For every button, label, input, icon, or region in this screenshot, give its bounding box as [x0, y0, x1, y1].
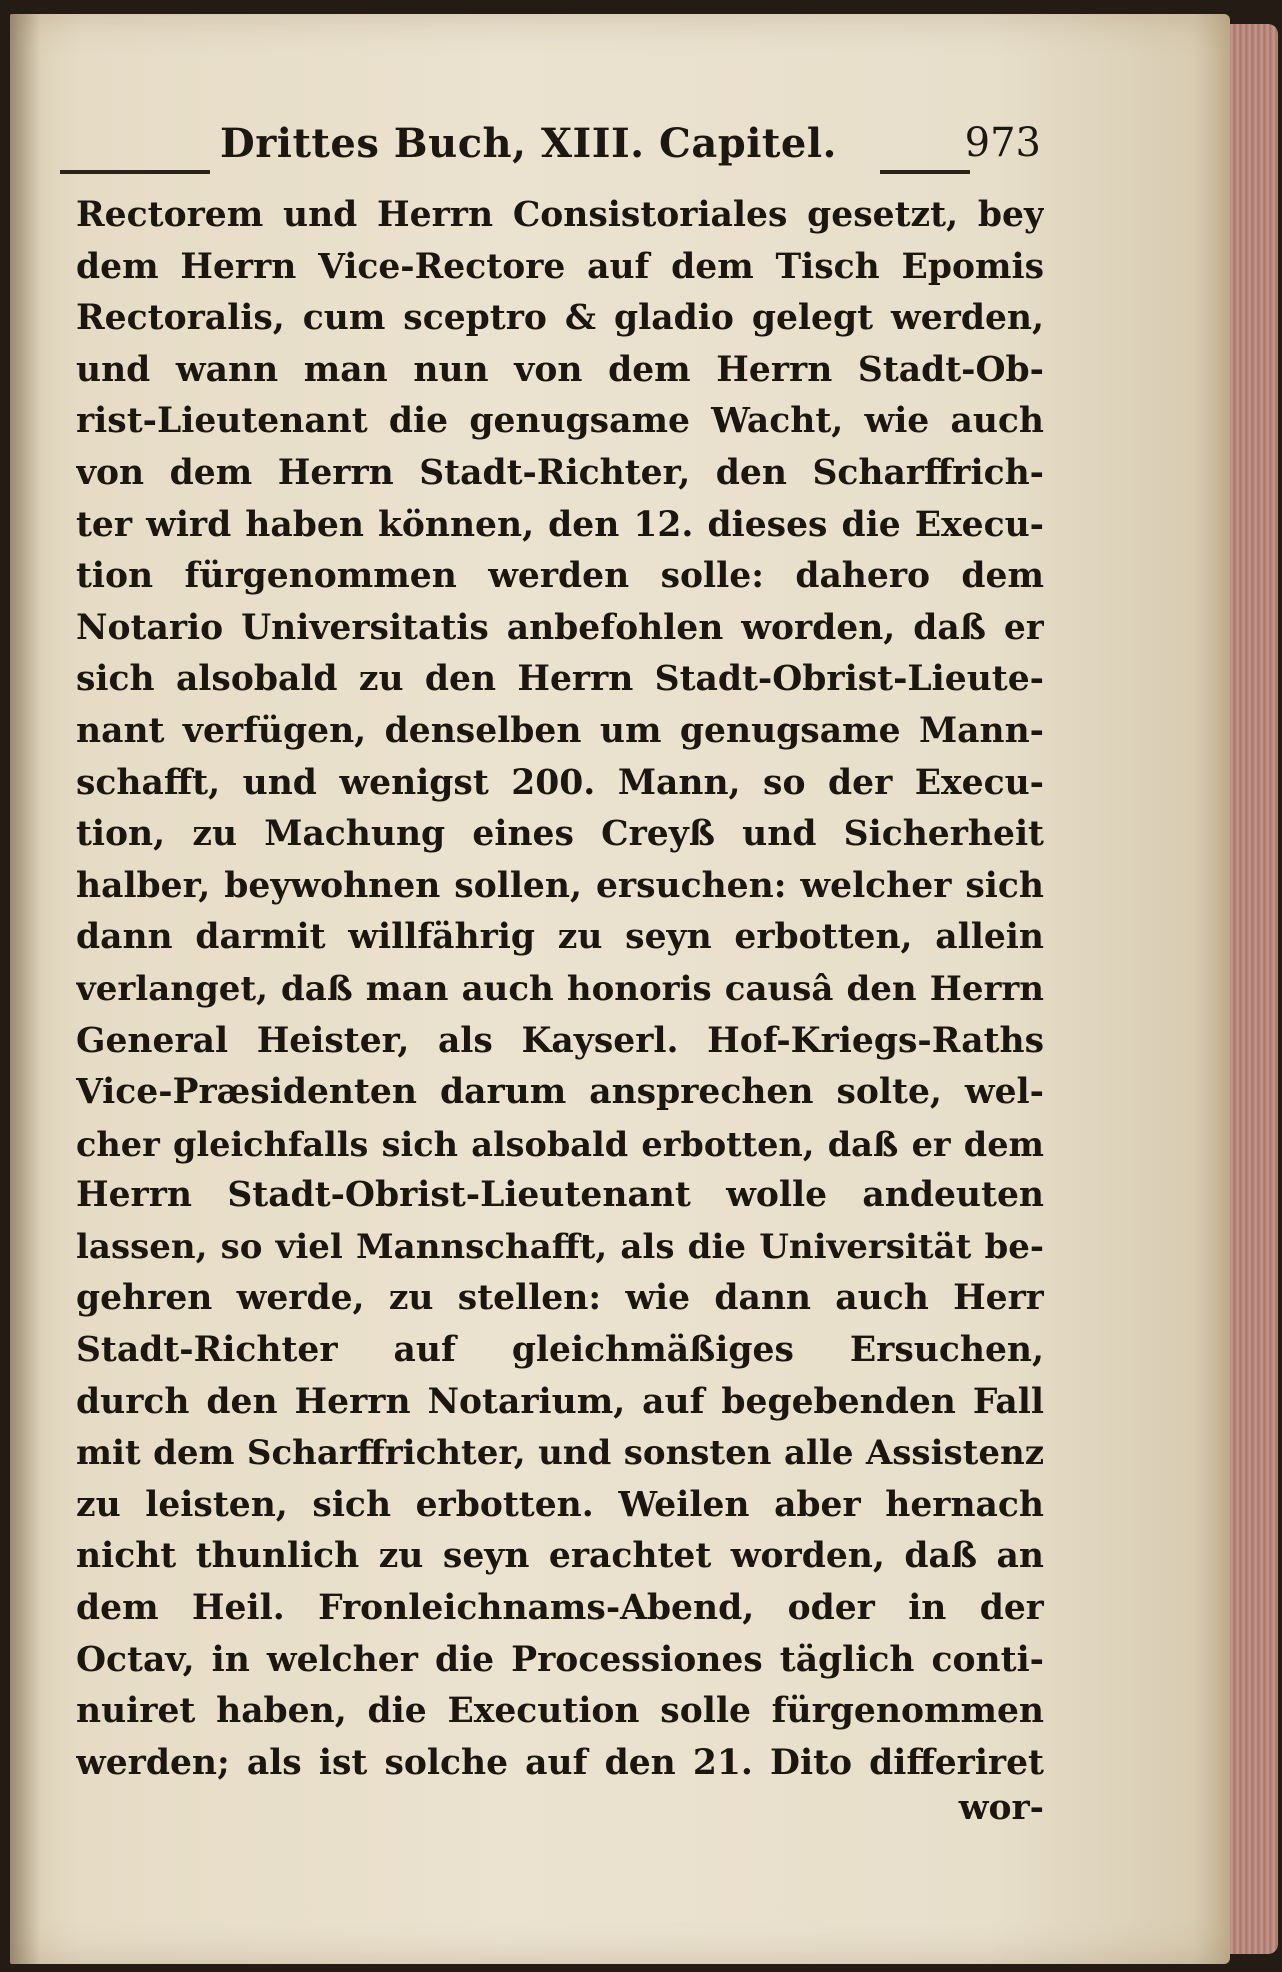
text-line: Vice-Præsidenten darum ansprechen solte, wel- — [76, 1072, 1044, 1113]
text-line: tion fürgenommen werden solle: dahero dem — [76, 556, 1044, 597]
text-line: Herrn Stadt-Obrist-Lieutenant wolle andeuten — [76, 1175, 1044, 1216]
page-number: 973 — [964, 120, 1041, 166]
text-line: dem Herrn Vice-Rectore auf dem Tisch Epomis — [76, 246, 1044, 287]
text-line: nant verfügen, denselben um genugsame Mann- — [76, 710, 1044, 751]
text-line: und wann man nun von dem Herrn Stadt-Ob- — [76, 349, 1044, 390]
text-line: dem Heil. Fronleichnams-Abend, oder in der — [76, 1588, 1044, 1629]
text-line: Rectoralis, cum sceptro & gladio gelegt werden, — [76, 298, 1044, 339]
text-line: nicht thunlich zu seyn erachtet worden, daß an — [76, 1536, 1044, 1577]
text-line: gehren werde, zu stellen: wie dann auch Herr — [76, 1278, 1044, 1319]
header-rule-left — [60, 170, 210, 174]
text-line: halber, beywohnen sollen, ersuchen: welcher sich — [76, 865, 1044, 906]
text-line: ter wird haben können, den 12. dieses die Execu- — [76, 504, 1044, 545]
text-line: Stadt-Richter auf gleichmäßiges Ersuchen, — [76, 1330, 1044, 1371]
text-line: werden; als ist solche auf den 21. Dito differiret — [76, 1742, 1044, 1783]
text-line: durch den Herrn Notarium, auf begebenden Fall — [76, 1381, 1044, 1422]
text-line: General Heister, als Kayserl. Hof-Kriegs-Raths — [76, 1020, 1044, 1061]
gutter-shadow — [10, 14, 40, 1964]
text-line: Notario Universitatis anbefohlen worden, daß er — [76, 607, 1044, 648]
text-line: cher gleichfalls sich alsobald erbotten, daß er dem — [76, 1124, 1044, 1164]
text-line: verlanget, daß man auch honoris causâ den Herrn — [76, 968, 1044, 1009]
text-line: rist-Lieutenant die genugsame Wacht, wie auch — [76, 401, 1044, 442]
text-line: dann darmit willfährig zu seyn erbotten, allein — [76, 917, 1044, 958]
text-line: zu leisten, sich erbotten. Weilen aber hernach — [76, 1484, 1044, 1525]
running-title: Drittes Buch, XIII. Capitel. — [220, 120, 837, 167]
running-header — [60, 118, 1045, 180]
catchword: wor- — [958, 1788, 1044, 1828]
text-line: mit dem Scharffrichter, und sonsten alle Assistenz — [76, 1433, 1044, 1474]
text-line: lassen, so viel Mannschafft, als die Universität be- — [76, 1226, 1044, 1267]
text-line: von dem Herrn Stadt-Richter, den Scharffrich- — [76, 452, 1044, 493]
text-line: nuiret haben, die Execution solle fürgenommen — [76, 1691, 1044, 1732]
book-fore-edge — [1230, 24, 1278, 1954]
text-line: schafft, und wenigst 200. Mann, so der Execu- — [76, 762, 1044, 803]
text-line: tion, zu Machung eines Creyß und Sicherheit — [76, 814, 1044, 855]
text-line: Rectorem und Herrn Consistoriales gesetzt, bey — [76, 195, 1044, 235]
text-line: sich alsobald zu den Herrn Stadt-Obrist-Lieute- — [76, 659, 1044, 700]
text-line: Octav, in welcher die Processiones täglich conti- — [76, 1639, 1044, 1680]
body-text — [76, 190, 1044, 1789]
header-rule-right — [880, 170, 970, 174]
